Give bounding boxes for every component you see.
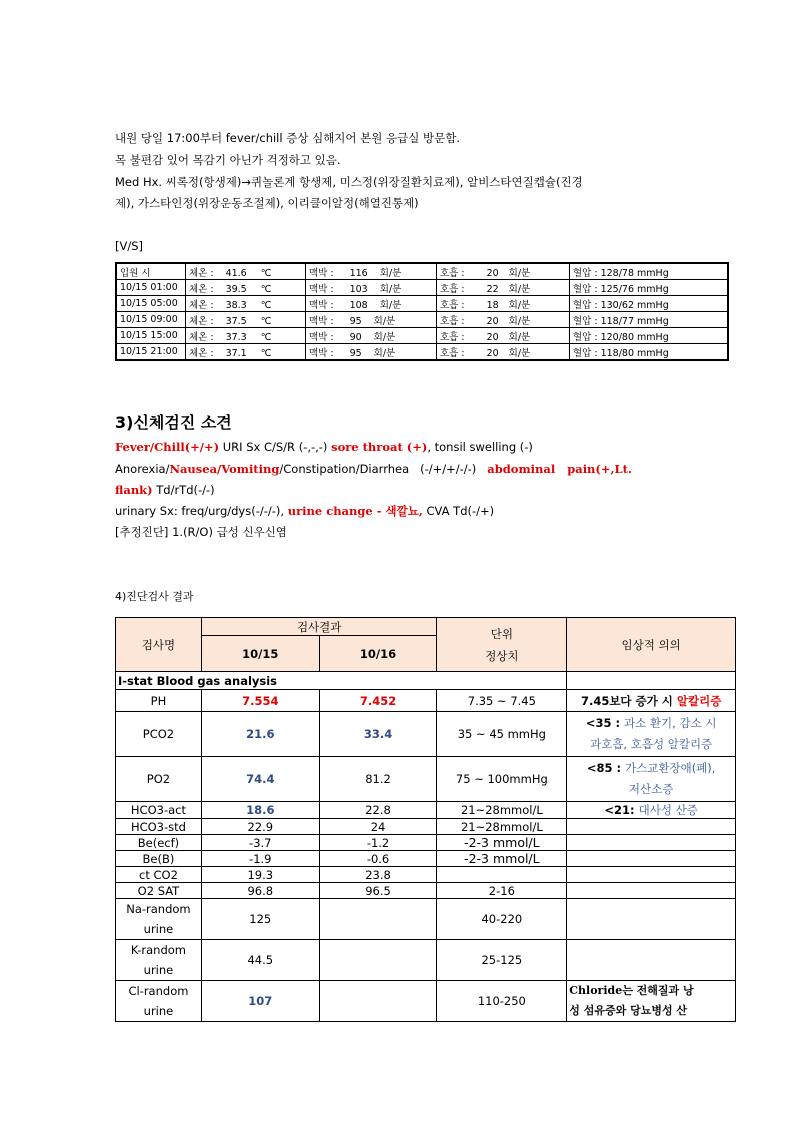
vs-resp-label: 호흡 : bbox=[440, 331, 465, 343]
vs-bp: 혈압 : 128/78 mmHg bbox=[570, 263, 729, 280]
vs-temp-label: 체온 : bbox=[189, 347, 214, 359]
lab-significance bbox=[567, 851, 736, 867]
lab-test-name: Be(B) bbox=[116, 851, 202, 867]
vs-pulse-value: 95 bbox=[349, 315, 362, 327]
td-rtd: Td/rTd(-/-) bbox=[152, 483, 215, 497]
vs-resp bbox=[437, 328, 570, 344]
vs-pulse-label: 맥박 : bbox=[309, 267, 334, 279]
lab-test-name-line2: urine bbox=[143, 922, 174, 936]
lab-row bbox=[116, 835, 736, 851]
lab-row bbox=[116, 712, 736, 757]
lab-value-1015: 74.4 bbox=[201, 757, 319, 802]
lab-value-1016: -1.2 bbox=[319, 835, 437, 851]
vs-temp bbox=[186, 312, 306, 328]
vs-pulse bbox=[306, 280, 437, 296]
vs-temp-value: 37.1 bbox=[225, 347, 247, 359]
vs-resp-value: 20 bbox=[486, 267, 499, 279]
vs-bp: 혈압 : 130/62 mmHg bbox=[570, 296, 729, 312]
vs-resp-label: 호흡 : bbox=[440, 299, 465, 311]
lab-value-1015: -1.9 bbox=[201, 851, 319, 867]
lab-significance bbox=[567, 690, 736, 712]
section-blood-gas: I-stat Blood gas analysis bbox=[116, 672, 567, 690]
presumptive-diagnosis: [추정진단] 1.(R/O) 급성 신우신염 bbox=[115, 525, 287, 539]
vs-resp-unit: 회/분 bbox=[508, 315, 531, 327]
vs-temp-unit: ℃ bbox=[260, 315, 272, 327]
lab-test-name bbox=[116, 981, 202, 1022]
lab-normal-range: 35 ~ 45 mmHg bbox=[437, 712, 567, 757]
vs-temp bbox=[186, 328, 306, 344]
intro-line-4: 제), 가스타인정(위장운동조절제), 이리클이알정(해열진통제) bbox=[115, 196, 419, 210]
vs-bp: 혈압 : 120/80 mmHg bbox=[570, 328, 729, 344]
vs-resp bbox=[437, 312, 570, 328]
lab-test-name-line1: K-random bbox=[130, 943, 186, 957]
lab-normal-range: 7.35 ~ 7.45 bbox=[437, 690, 567, 712]
vs-pulse bbox=[306, 312, 437, 328]
lab-normal-range: 75 ~ 100mmHg bbox=[437, 757, 567, 802]
sig-text: 가스교환장애(폐), bbox=[625, 761, 716, 775]
lab-test-name-line1: Na-random bbox=[126, 902, 191, 916]
vs-resp-value: 18 bbox=[486, 299, 499, 311]
vs-temp-unit: ℃ bbox=[260, 347, 272, 359]
flank: flank) bbox=[115, 483, 153, 497]
vs-pulse-unit: 회/분 bbox=[373, 331, 396, 343]
urine-change: urine change - 색깔뇨, bbox=[287, 504, 423, 518]
vs-resp-label: 호흡 : bbox=[440, 283, 465, 295]
vs-bp: 혈압 : 118/77 mmHg bbox=[570, 312, 729, 328]
vs-temp-unit: ℃ bbox=[260, 299, 272, 311]
lab-row bbox=[116, 867, 736, 883]
lab-row bbox=[116, 851, 736, 867]
lab-significance bbox=[567, 819, 736, 835]
vs-resp bbox=[437, 263, 570, 280]
sig-text-2: 저산소증 bbox=[628, 782, 674, 796]
lab-normal-range: 21~28mmol/L bbox=[437, 819, 567, 835]
vs-resp-unit: 회/분 bbox=[508, 347, 531, 359]
lab-test-name-line2: urine bbox=[143, 1004, 174, 1018]
vs-pulse bbox=[306, 296, 437, 312]
lab-normal-range: 110-250 bbox=[437, 981, 567, 1022]
vs-pulse-unit: 회/분 bbox=[373, 347, 396, 359]
abdominal-pain: abdominal pain(+,Lt. bbox=[487, 462, 632, 476]
vs-pulse bbox=[306, 328, 437, 344]
vs-pulse-unit: 회/분 bbox=[379, 267, 402, 279]
vs-pulse-value: 108 bbox=[349, 299, 368, 311]
lab-significance bbox=[567, 835, 736, 851]
lab-significance bbox=[567, 757, 736, 802]
vs-pulse-value: 116 bbox=[349, 267, 368, 279]
lab-test-name: PH bbox=[116, 690, 202, 712]
vs-temp-value: 39.5 bbox=[225, 283, 247, 295]
lab-value-1016 bbox=[319, 940, 437, 981]
vs-resp-value: 20 bbox=[486, 315, 499, 327]
lab-normal-range bbox=[437, 867, 567, 883]
vs-pulse-label: 맥박 : bbox=[309, 331, 334, 343]
lab-value-1015: 44.5 bbox=[201, 940, 319, 981]
lab-test-name: ct CO2 bbox=[116, 867, 202, 883]
sig-text-2: 성 섬유증와 당뇨병성 산 bbox=[569, 1004, 688, 1017]
lab-value-1016: 24 bbox=[319, 819, 437, 835]
lab-value-1015: 107 bbox=[201, 981, 319, 1022]
vs-pulse-value: 103 bbox=[349, 283, 368, 295]
vs-temp bbox=[186, 296, 306, 312]
vs-resp-unit: 회/분 bbox=[508, 331, 531, 343]
vs-temp bbox=[186, 280, 306, 296]
sig-text: 7.45보다 증가 시 bbox=[580, 693, 677, 708]
exam-line-3 bbox=[115, 480, 215, 501]
vs-temp-label: 체온 : bbox=[189, 299, 214, 311]
lab-test-name: PO2 bbox=[116, 757, 202, 802]
exam-line-1 bbox=[115, 437, 533, 458]
vs-pulse bbox=[306, 344, 437, 361]
header-unit bbox=[437, 618, 567, 672]
sig-highlight: 알칼리증 bbox=[676, 693, 722, 708]
vs-pulse bbox=[306, 263, 437, 280]
sig-threshold: <85 : bbox=[586, 761, 626, 775]
lab-row bbox=[116, 883, 736, 899]
lab-value-1016 bbox=[319, 981, 437, 1022]
lab-significance bbox=[567, 883, 736, 899]
lab-normal-range: 21~28mmol/L bbox=[437, 802, 567, 819]
lab-significance bbox=[567, 940, 736, 981]
section4-title: 4)진단검사 결과 bbox=[115, 590, 194, 603]
lab-significance bbox=[567, 899, 736, 940]
fever-chill: Fever/Chill(+/+) bbox=[115, 440, 220, 454]
vitals-row bbox=[116, 280, 728, 296]
lab-test-name: HCO3-act bbox=[116, 802, 202, 819]
vs-pulse-value: 90 bbox=[349, 331, 362, 343]
vs-resp-unit: 회/분 bbox=[508, 299, 531, 311]
urinary-sx: urinary Sx: freq/urg/dys(-/-/-), bbox=[115, 504, 288, 518]
header-unit-label: 단위 bbox=[490, 626, 513, 641]
vs-temp-unit: ℃ bbox=[260, 267, 272, 279]
exam-line-4 bbox=[115, 501, 494, 522]
lab-value-1016: 81.2 bbox=[319, 757, 437, 802]
vitals-table bbox=[115, 262, 729, 361]
vs-temp-label: 체온 : bbox=[189, 331, 214, 343]
vs-resp-unit: 회/분 bbox=[508, 283, 531, 295]
vs-resp-label: 호흡 : bbox=[440, 315, 465, 327]
vs-resp-label: 호흡 : bbox=[440, 347, 465, 359]
vs-bp: 혈압 : 125/76 mmHg bbox=[570, 280, 729, 296]
lab-value-1016 bbox=[319, 899, 437, 940]
lab-value-1016: 22.8 bbox=[319, 802, 437, 819]
sig-text: 과소 환기, 감소 시 bbox=[624, 716, 717, 730]
lab-value-1016: 7.452 bbox=[319, 690, 437, 712]
vs-resp bbox=[437, 344, 570, 361]
intro-line-2: 목 불편감 있어 목감기 아닌가 걱정하고 있음. bbox=[115, 153, 341, 167]
vs-time: 10/15 01:00 bbox=[116, 280, 186, 296]
header-result: 검사결과 bbox=[201, 618, 437, 636]
lab-value-1016: 23.8 bbox=[319, 867, 437, 883]
sore-throat: sore throat (+) bbox=[331, 440, 428, 454]
vitals-row bbox=[116, 296, 728, 312]
vitals-row bbox=[116, 328, 728, 344]
vs-bp: 혈압 : 118/80 mmHg bbox=[570, 344, 729, 361]
vs-time: 10/15 21:00 bbox=[116, 344, 186, 361]
lab-test-name-line2: urine bbox=[143, 963, 174, 977]
constipation: /Constipation/Diarrhea (-/+/+/-/-) bbox=[279, 462, 488, 476]
vs-temp-label: 체온 : bbox=[189, 283, 214, 295]
section-blank bbox=[567, 672, 736, 690]
vs-temp-value: 38.3 bbox=[225, 299, 247, 311]
vs-pulse-unit: 회/분 bbox=[379, 283, 402, 295]
vs-time: 10/15 09:00 bbox=[116, 312, 186, 328]
lab-significance bbox=[567, 802, 736, 819]
vitals-row bbox=[116, 312, 728, 328]
lab-test-name-line1: Cl-random bbox=[128, 984, 189, 998]
anorexia: Anorexia/ bbox=[115, 462, 170, 476]
sig-threshold: <21: bbox=[604, 803, 639, 817]
intro-line-1: 내원 당일 17:00부터 fever/chill 증상 심해지어 본원 응급실 방문함. bbox=[115, 131, 461, 145]
header-normal-label: 정상치 bbox=[485, 648, 519, 663]
lab-value-1015: 96.8 bbox=[201, 883, 319, 899]
vs-resp bbox=[437, 280, 570, 296]
vs-resp-value: 20 bbox=[486, 331, 499, 343]
vs-temp-value: 41.6 bbox=[225, 267, 247, 279]
cva-td: CVA Td(-/+) bbox=[422, 504, 495, 518]
vs-pulse-unit: 회/분 bbox=[379, 299, 402, 311]
vitals-row bbox=[116, 263, 728, 280]
vs-time: 10/15 05:00 bbox=[116, 296, 186, 312]
vs-time: 10/15 15:00 bbox=[116, 328, 186, 344]
vs-resp-unit: 회/분 bbox=[508, 267, 531, 279]
vs-label: [V/S] bbox=[115, 239, 144, 253]
vs-temp-unit: ℃ bbox=[260, 331, 272, 343]
uri-sx: URI Sx C/S/R (-,-,-) bbox=[219, 440, 332, 454]
vs-temp-value: 37.5 bbox=[225, 315, 247, 327]
vs-pulse-label: 맥박 : bbox=[309, 283, 334, 295]
lab-test-name bbox=[116, 899, 202, 940]
vs-resp bbox=[437, 296, 570, 312]
lab-value-1016: 96.5 bbox=[319, 883, 437, 899]
header-date-1: 10/15 bbox=[201, 636, 319, 672]
tonsil: , tonsil swelling (-) bbox=[427, 440, 533, 454]
nausea-vomiting: Nausea/Vomiting bbox=[169, 462, 280, 476]
header-date-2: 10/16 bbox=[319, 636, 437, 672]
vs-resp-value: 20 bbox=[486, 347, 499, 359]
lab-row bbox=[116, 981, 736, 1022]
section3-title: 3)신체검진 소견 bbox=[115, 413, 232, 432]
lab-row bbox=[116, 940, 736, 981]
lab-normal-range: -2-3 mmol/L bbox=[437, 835, 567, 851]
lab-table bbox=[115, 617, 736, 1022]
sig-text: Chloride는 전해질과 낭 bbox=[569, 984, 694, 997]
vs-temp-label: 체온 : bbox=[189, 315, 214, 327]
header-test-name: 검사명 bbox=[116, 618, 202, 672]
lab-value-1015: 7.554 bbox=[201, 690, 319, 712]
lab-value-1015: 125 bbox=[201, 899, 319, 940]
vs-temp-label: 체온 : bbox=[189, 267, 214, 279]
vitals-row bbox=[116, 344, 728, 361]
lab-test-name: Be(ecf) bbox=[116, 835, 202, 851]
lab-value-1015: 22.9 bbox=[201, 819, 319, 835]
lab-value-1015: -3.7 bbox=[201, 835, 319, 851]
lab-row bbox=[116, 819, 736, 835]
lab-test-name: PCO2 bbox=[116, 712, 202, 757]
sig-text-2: 과호흡, 호흡성 알칼리증 bbox=[590, 737, 713, 751]
lab-normal-range: -2-3 mmol/L bbox=[437, 851, 567, 867]
lab-value-1015: 18.6 bbox=[201, 802, 319, 819]
header-significance: 임상적 의의 bbox=[567, 618, 736, 672]
lab-row bbox=[116, 690, 736, 712]
sig-threshold: <35 : bbox=[585, 716, 625, 730]
exam-line-2 bbox=[115, 459, 632, 480]
lab-value-1015: 21.6 bbox=[201, 712, 319, 757]
vs-pulse-value: 95 bbox=[349, 347, 362, 359]
lab-normal-range: 25-125 bbox=[437, 940, 567, 981]
vs-pulse-unit: 회/분 bbox=[373, 315, 396, 327]
lab-value-1016: -0.6 bbox=[319, 851, 437, 867]
lab-row bbox=[116, 757, 736, 802]
vs-time: 입원 시 bbox=[116, 263, 186, 280]
lab-row bbox=[116, 899, 736, 940]
lab-significance bbox=[567, 981, 736, 1022]
vs-temp bbox=[186, 263, 306, 280]
vs-pulse-label: 맥박 : bbox=[309, 299, 334, 311]
lab-test-name: HCO3-std bbox=[116, 819, 202, 835]
lab-test-name: O2 SAT bbox=[116, 883, 202, 899]
vs-temp-value: 37.3 bbox=[225, 331, 247, 343]
vs-pulse-label: 맥박 : bbox=[309, 347, 334, 359]
sig-text: 대사성 산증 bbox=[638, 803, 698, 817]
intro-line-3: Med Hx. 씨록정(항생제)→퀴놀론계 항생제, 미스정(위장질환치료제), 알비스타연질캡슐(진경 bbox=[115, 175, 583, 189]
vs-temp bbox=[186, 344, 306, 361]
lab-normal-range: 2-16 bbox=[437, 883, 567, 899]
lab-significance bbox=[567, 867, 736, 883]
lab-row bbox=[116, 802, 736, 819]
vs-resp-label: 호흡 : bbox=[440, 267, 465, 279]
lab-normal-range: 40-220 bbox=[437, 899, 567, 940]
vs-resp-value: 22 bbox=[486, 283, 499, 295]
vs-temp-unit: ℃ bbox=[260, 283, 272, 295]
lab-significance bbox=[567, 712, 736, 757]
lab-value-1016: 33.4 bbox=[319, 712, 437, 757]
vs-pulse-label: 맥박 : bbox=[309, 315, 334, 327]
lab-test-name bbox=[116, 940, 202, 981]
lab-value-1015: 19.3 bbox=[201, 867, 319, 883]
